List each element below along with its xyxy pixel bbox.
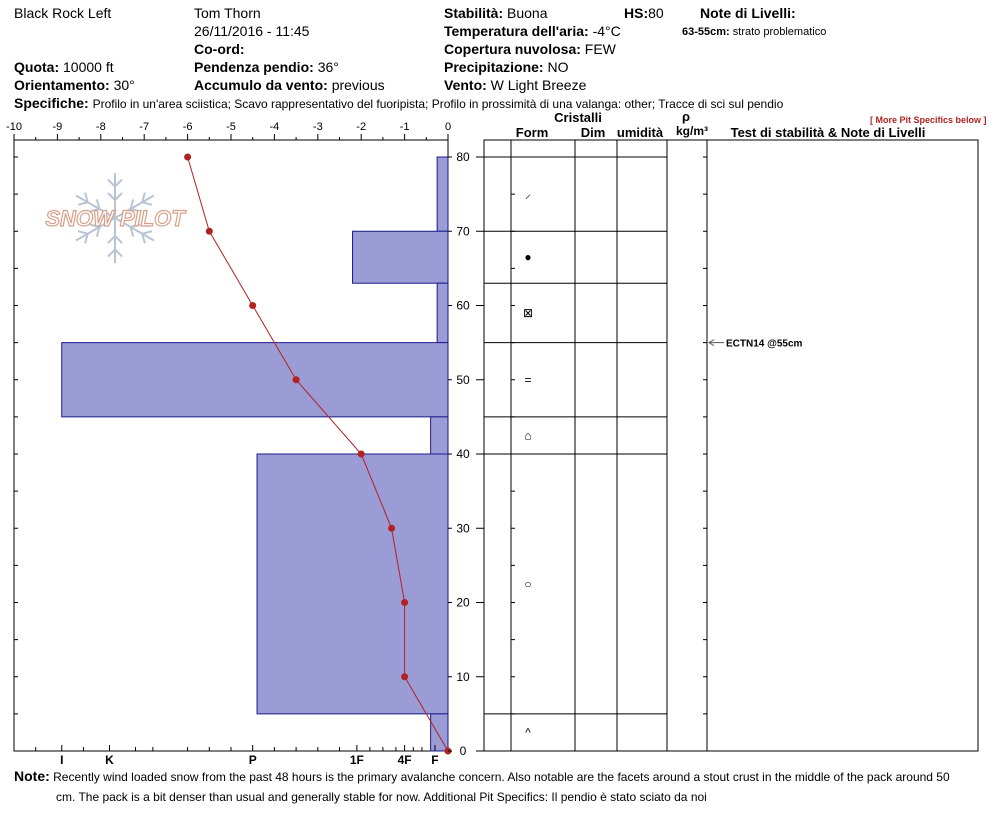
hardness-bar — [431, 417, 448, 454]
temp-tick-label: -9 — [52, 121, 63, 133]
wind-load-value: previous — [331, 77, 385, 93]
layer-notes-label: Note di Livelli: — [700, 5, 796, 21]
crystal-forms — [523, 187, 533, 739]
density-unit-header: kg/m³ — [675, 124, 709, 138]
hardness-bar — [437, 283, 448, 342]
note-line1: Recently wind loaded snow from the past 48 hours is the primary avalanche concern. Also notable are the facets around a stout crust in the middle of the pack around 50 — [53, 770, 950, 784]
hardness-bar — [353, 231, 448, 283]
specifics-text: Profilo in un'area sciistica; Scavo rappresentativo del fuoripista; Profilo in prossimità di una valanga: other; Tracce di sci sul pendio — [92, 97, 784, 111]
temp-tick-label: -5 — [226, 121, 236, 133]
crystal-form-symbol: ⊠ — [522, 305, 534, 320]
crystals-header: Cristalli — [554, 110, 602, 125]
temperature-point — [401, 599, 408, 606]
snowflake-branch — [108, 179, 115, 186]
temp-tick-label: -3 — [312, 121, 323, 133]
hardness-tick-label: P — [248, 753, 257, 766]
height-tick-label: 70 — [456, 224, 470, 239]
temp-tick-label: -1 — [399, 121, 410, 133]
crystal-form-symbol: ○ — [524, 576, 532, 591]
hardness-axis — [36, 745, 439, 766]
crystal-form-symbol: ⸝ — [524, 187, 532, 202]
hs-label: HS: — [624, 5, 649, 21]
layer-note-text: strato problematico — [732, 26, 827, 38]
height-tick-label: 60 — [456, 298, 470, 313]
temperature-point — [388, 525, 395, 532]
height-axis — [448, 150, 484, 758]
air-temp-label: Temperatura dell'aria: — [444, 23, 589, 39]
hardness-tick-label: 4F — [397, 753, 412, 766]
hardness-bars — [62, 157, 448, 751]
snowflake-branch — [142, 231, 152, 234]
stability-test-marker — [709, 339, 803, 350]
crystal-form-symbol: = — [524, 372, 532, 387]
form-header: Form — [515, 125, 549, 140]
snowflake-branch — [108, 236, 115, 243]
coord-label: Co-ord: — [194, 41, 245, 57]
slope-value: 36° — [317, 59, 339, 75]
rho-header: ρ — [681, 109, 691, 124]
hardness-tick-label: 1F — [349, 753, 364, 766]
wind-label: Vento: — [444, 77, 487, 93]
height-tick-label: 50 — [456, 372, 470, 387]
temp-tick-label: -8 — [95, 121, 106, 133]
stability-value: Buona — [507, 5, 548, 21]
snowpilot-logo — [45, 173, 186, 263]
snowflake-branch — [78, 202, 88, 205]
snowflake-branch — [108, 250, 115, 257]
observer-name: Tom Thorn — [194, 5, 261, 21]
aspect-value: 30° — [113, 77, 135, 93]
temperature-point — [206, 228, 213, 235]
height-tick-label: 10 — [456, 669, 470, 684]
crystal-table — [484, 109, 978, 751]
observation-note — [14, 766, 974, 807]
stability-label: Stabilità: — [444, 5, 504, 21]
hardness-tick-label: I — [60, 753, 64, 766]
stability-test-label: ECTN14 @55cm — [726, 338, 803, 350]
wind-value: W Light Breeze — [490, 77, 587, 93]
height-tick-label: 40 — [456, 447, 470, 461]
temp-tick-label: -7 — [139, 121, 150, 133]
hardness-tick-label: F — [431, 753, 439, 766]
snowflake-branch — [78, 231, 88, 234]
temperature-point — [358, 451, 365, 458]
hardness-tick-label: K — [105, 753, 114, 766]
temp-tick-label: -10 — [6, 121, 22, 133]
precip-label: Precipitazione: — [444, 59, 544, 75]
note-label: Note: — [14, 768, 50, 784]
temp-tick-label: -6 — [182, 121, 193, 133]
observation-datetime: 26/11/2016 - 11:45 — [194, 23, 310, 39]
height-tick-label: 0 — [459, 744, 467, 758]
temp-tick-label: -2 — [356, 121, 367, 133]
location-name: Black Rock Left — [14, 5, 112, 21]
hs-value: 80 — [648, 5, 664, 21]
temperature-point — [249, 302, 256, 309]
note-line2: cm. The pack is a bit denser than usual and generally stable for now. Additional Pit Specifics: Il pendio è stato sciato da noi — [56, 790, 707, 804]
height-tick-label: 80 — [456, 150, 470, 164]
altitude-value: 10000 ft — [63, 59, 114, 75]
altitude-label: Quota: — [14, 59, 60, 75]
sky-label: Copertura nuvolosa: — [444, 41, 581, 57]
snowflake-branch — [115, 179, 122, 186]
snowflake-branch — [115, 236, 122, 243]
crystal-form-symbol: ⌂ — [524, 428, 532, 443]
precip-value: NO — [547, 59, 569, 75]
temp-tick-label: 0 — [444, 121, 452, 133]
hardness-bar — [431, 714, 448, 751]
aspect-label: Orientamento: — [14, 77, 110, 93]
temp-tick-label: -4 — [269, 121, 280, 133]
slope-label: Pendenza pendio: — [194, 59, 314, 75]
snowflake-branch — [142, 202, 152, 205]
temperature-axis — [6, 121, 451, 140]
sky-value: FEW — [584, 41, 616, 57]
hardness-bar — [437, 157, 448, 231]
height-tick-label: 20 — [456, 595, 470, 610]
temperature-point — [184, 154, 191, 161]
hardness-bar — [62, 343, 448, 417]
logo-text: SNOW PILOT — [45, 206, 185, 231]
snowflake-branch — [108, 193, 115, 200]
more-specifics-link[interactable]: [ More Pit Specifics below ] — [870, 115, 987, 125]
specifics-label: Specifiche: — [14, 95, 89, 111]
left-minor-ticks — [14, 157, 18, 751]
hardness-bar — [257, 454, 448, 714]
temperature-point — [401, 673, 408, 680]
height-tick-label: 30 — [456, 521, 470, 536]
temperature-point — [293, 376, 300, 383]
air-temp-value: -4°C — [592, 23, 621, 39]
crystal-form-symbol: ^ — [525, 725, 531, 740]
snowflake-branch — [115, 193, 122, 200]
humidity-header: umidità — [616, 125, 664, 140]
crystal-form-symbol: ● — [524, 250, 532, 265]
layer-note-range: 63-55cm: — [682, 26, 730, 38]
stability-notes-header: Test di stabilità & Note di Livelli — [730, 125, 926, 140]
dim-header: Dim — [580, 125, 606, 140]
snowflake-branch — [115, 250, 122, 257]
wind-load-label: Accumulo da vento: — [194, 77, 328, 93]
